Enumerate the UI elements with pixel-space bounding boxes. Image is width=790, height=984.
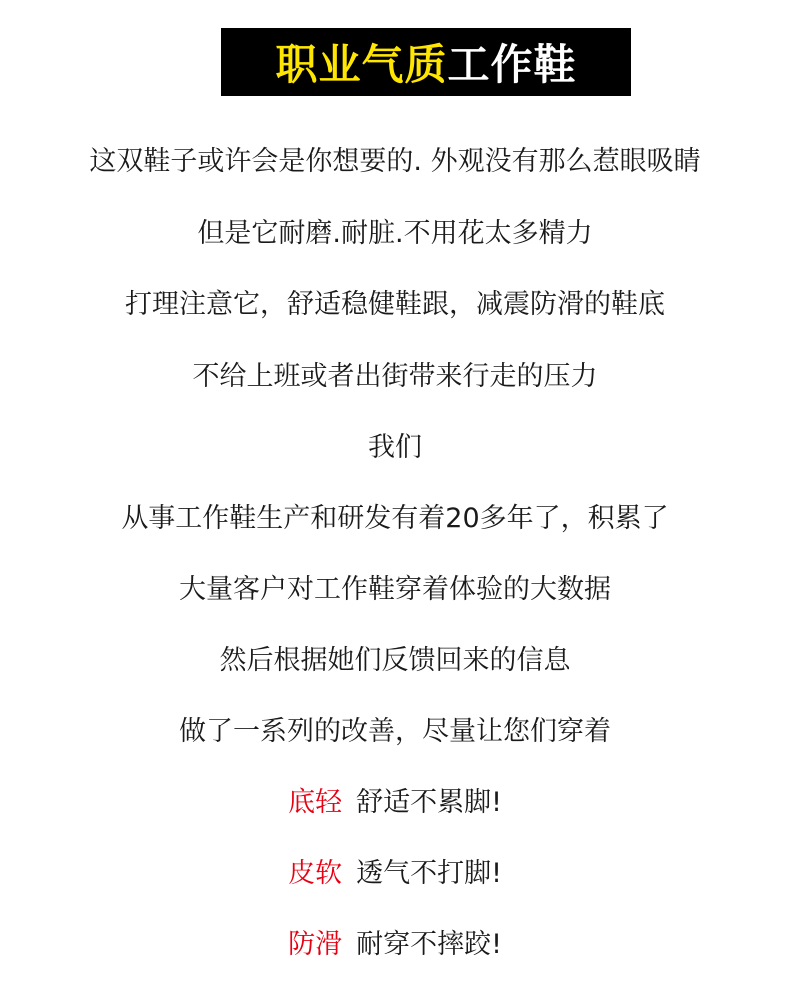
body-line-8: 然后根据她们反馈回来的信息 [219, 645, 571, 676]
feature-row [0, 856, 790, 892]
feature-description: 透气不打脚! [356, 858, 502, 889]
body-line-5: 我们 [368, 432, 422, 463]
feature-label: 皮软 [288, 858, 343, 889]
title-rest-text: 工作鞋 [447, 40, 577, 89]
body-line-3: 打理注意它，舒适稳健鞋跟，减震防滑的鞋底 [125, 289, 665, 320]
body-line-6: 从事工作鞋生产和研发有着20多年了，积累了 [121, 503, 669, 534]
feature-row [0, 927, 790, 963]
body-line-7: 大量客户对工作鞋穿着体验的大数据 [179, 574, 611, 605]
body-line-2: 但是它耐磨.耐脏.不用花太多精力 [197, 218, 593, 249]
feature-label: 防滑 [288, 929, 343, 960]
feature-label: 底轻 [288, 787, 343, 818]
title-highlight-text: 职业气质 [275, 40, 448, 89]
title-banner [221, 28, 631, 96]
body-line-1: 这双鞋子或许会是你想要的. 外观没有那么惹眼吸睛 [89, 146, 701, 177]
body-line-4: 不给上班或者出街带来行走的压力 [192, 361, 598, 392]
feature-description: 耐穿不摔跤! [356, 929, 502, 960]
feature-row [0, 785, 790, 821]
feature-description: 舒适不累脚! [356, 787, 502, 818]
body-line-9: 做了一系列的改善，尽量让您们穿着 [179, 716, 611, 747]
